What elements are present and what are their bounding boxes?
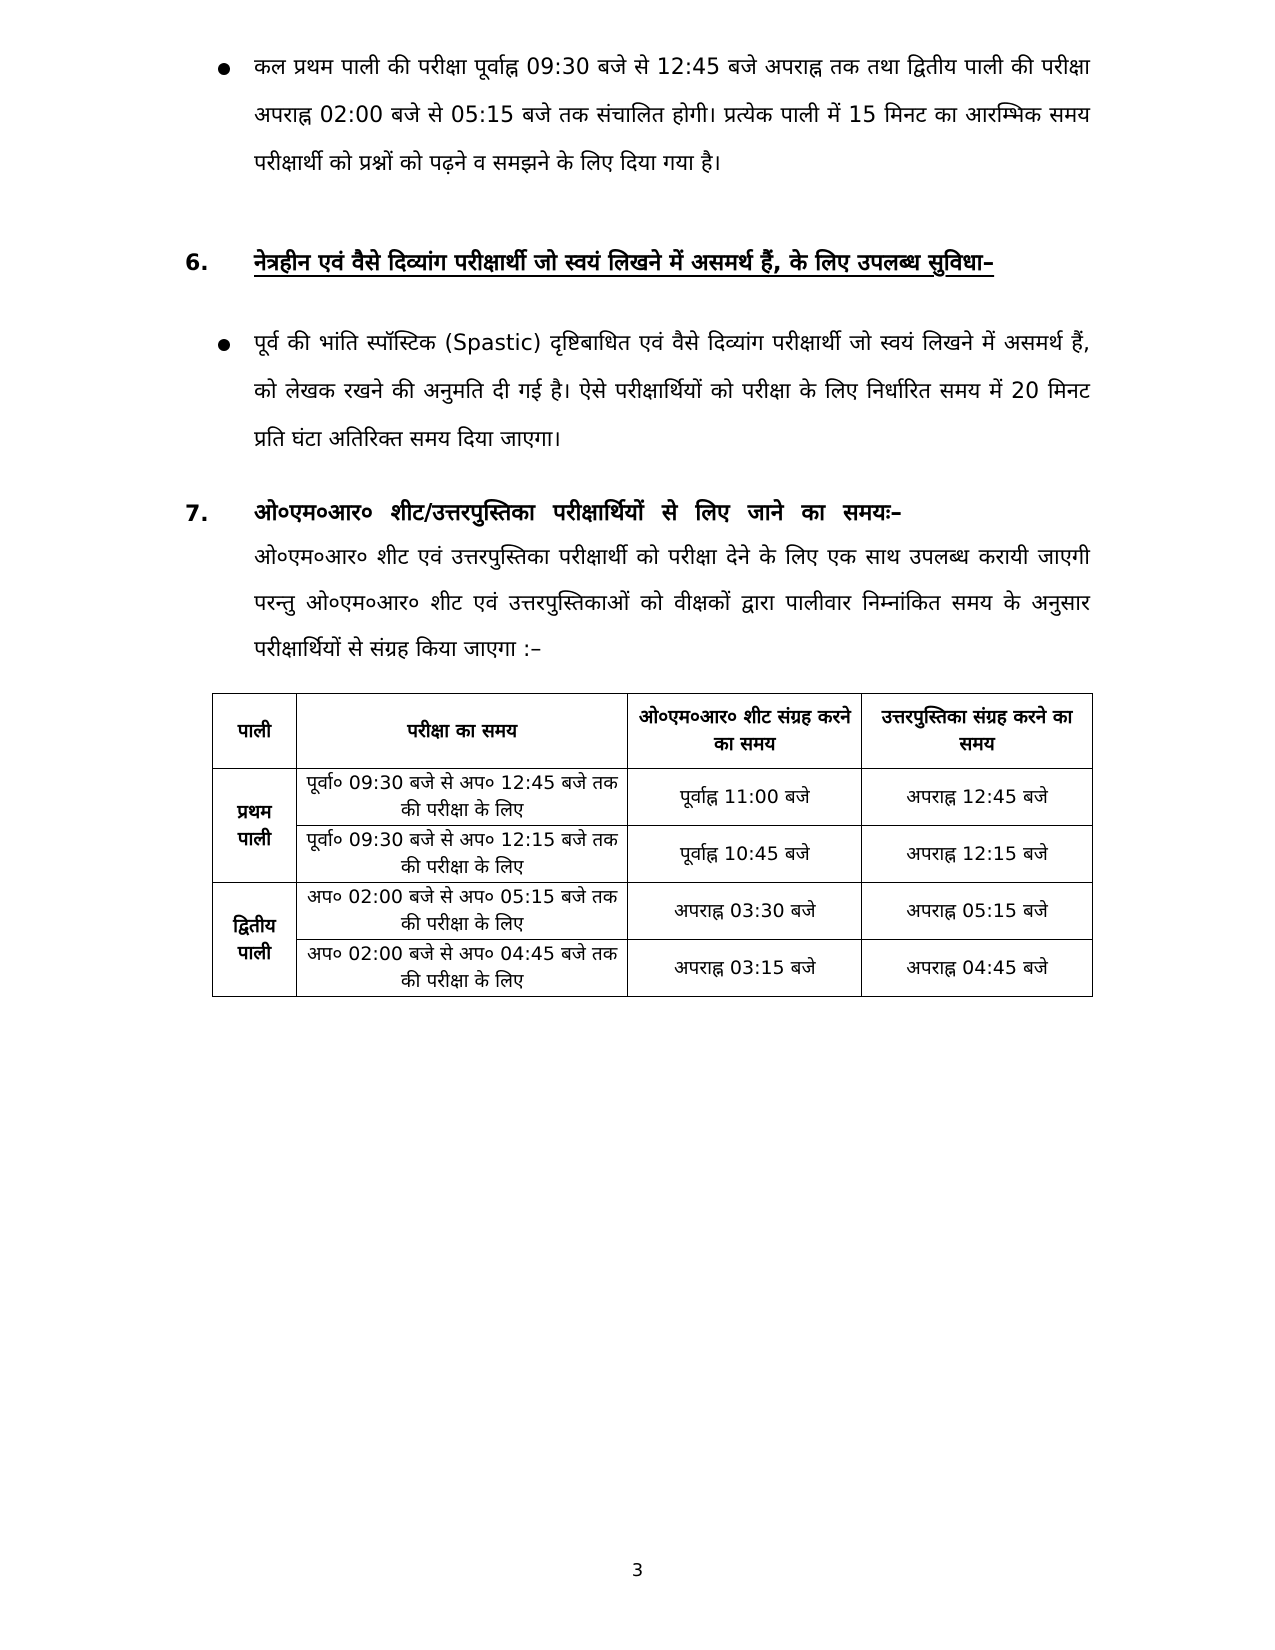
header-shift: पाली	[213, 694, 297, 769]
header-copy-collection: उत्तरपुस्तिका संग्रह करने का समय	[862, 694, 1093, 769]
section-6-heading: नेत्रहीन एवं वैसे दिव्यांग परीक्षार्थी जो स्वयं लिखने में असमर्थ हैं, के लिए उपलब्ध सुविधा–	[254, 250, 995, 276]
table-row	[213, 826, 1093, 883]
omr-time-cell: अपराह्न 03:15 बजे	[628, 940, 862, 997]
page-number: 3	[631, 1560, 644, 1581]
bullet-icon	[218, 339, 230, 351]
table-row	[213, 883, 1093, 940]
shift-second: द्वितीय पाली	[213, 883, 297, 997]
exam-timing-text: कल प्रथम पाली की परीक्षा पूर्वाह्न 09:30 बजे से 12:45 बजे अपराह्न तक तथा द्वितीय पाली की परीक्षा अपराह्न 02:00 बजे से 05:15 बजे तक संचालित होगी। प्रत्येक पाली में 15 मिनट का आरम्भिक समय परीक्षार्थी को प्रश्नों को पढ़ने व समझने के लिए दिया गया है।	[254, 55, 1090, 176]
collection-schedule-table	[212, 693, 1093, 997]
omr-time-cell: पूर्वाह्न 11:00 बजे	[628, 769, 862, 826]
copy-time-cell: अपराह्न 05:15 बजे	[862, 883, 1093, 940]
copy-time-cell: अपराह्न 12:15 बजे	[862, 826, 1093, 883]
exam-time-cell: अप० 02:00 बजे से अप० 05:15 बजे तक की परीक्षा के लिए	[296, 883, 628, 940]
shift-first: प्रथम पाली	[213, 769, 297, 883]
section-7-body: ओ०एम०आर० शीट एवं उत्तरपुस्तिका परीक्षार्थी को परीक्षा देने के लिए एक साथ उपलब्ध करायी जाएगी परन्तु ओ०एम०आर० शीट एवं उत्तरपुस्तिकाओं को वीक्षकों द्वारा पालीवार निम्नांकित समय के अनुसार परीक्षार्थियों से संग्रह किया जाएगा :–	[254, 545, 1090, 662]
omr-time-cell: अपराह्न 03:30 बजे	[628, 883, 862, 940]
section-7-number: 7.	[185, 502, 209, 527]
section-7-heading: ओ०एम०आर० शीट/उत्तरपुस्तिका परीक्षार्थियों से लिए जाने का समयः–	[254, 500, 902, 526]
bullet-icon	[218, 63, 230, 75]
exam-time-cell: पूर्वा० 09:30 बजे से अप० 12:45 बजे तक की परीक्षा के लिए	[296, 769, 628, 826]
header-omr-collection: ओ०एम०आर० शीट संग्रह करने का समय	[628, 694, 862, 769]
table-header-row	[213, 694, 1093, 769]
table-row	[213, 769, 1093, 826]
section-6-number: 6.	[185, 251, 209, 276]
scribe-facility-bullet	[218, 320, 1090, 464]
omr-time-cell: पूर्वाह्न 10:45 बजे	[628, 826, 862, 883]
exam-timing-bullet	[218, 44, 1090, 188]
copy-time-cell: अपराह्न 04:45 बजे	[862, 940, 1093, 997]
exam-time-cell: पूर्वा० 09:30 बजे से अप० 12:15 बजे तक की परीक्षा के लिए	[296, 826, 628, 883]
table-row	[213, 940, 1093, 997]
header-exam-time: परीक्षा का समय	[296, 694, 628, 769]
exam-time-cell: अप० 02:00 बजे से अप० 04:45 बजे तक की परीक्षा के लिए	[296, 940, 628, 997]
copy-time-cell: अपराह्न 12:45 बजे	[862, 769, 1093, 826]
scribe-facility-text: पूर्व की भांति स्पॉस्टिक (Spastic) दृष्टिबाधित एवं वैसे दिव्यांग परीक्षार्थी जो स्वयं लिखने में असमर्थ हैं, को लेखक रखने की अनुमति दी गई है। ऐसे परीक्षार्थियों को परीक्षा के लिए निर्धारित समय में 20 मिनट प्रति घंटा अतिरिक्त समय दिया जाएगा।	[254, 331, 1090, 452]
